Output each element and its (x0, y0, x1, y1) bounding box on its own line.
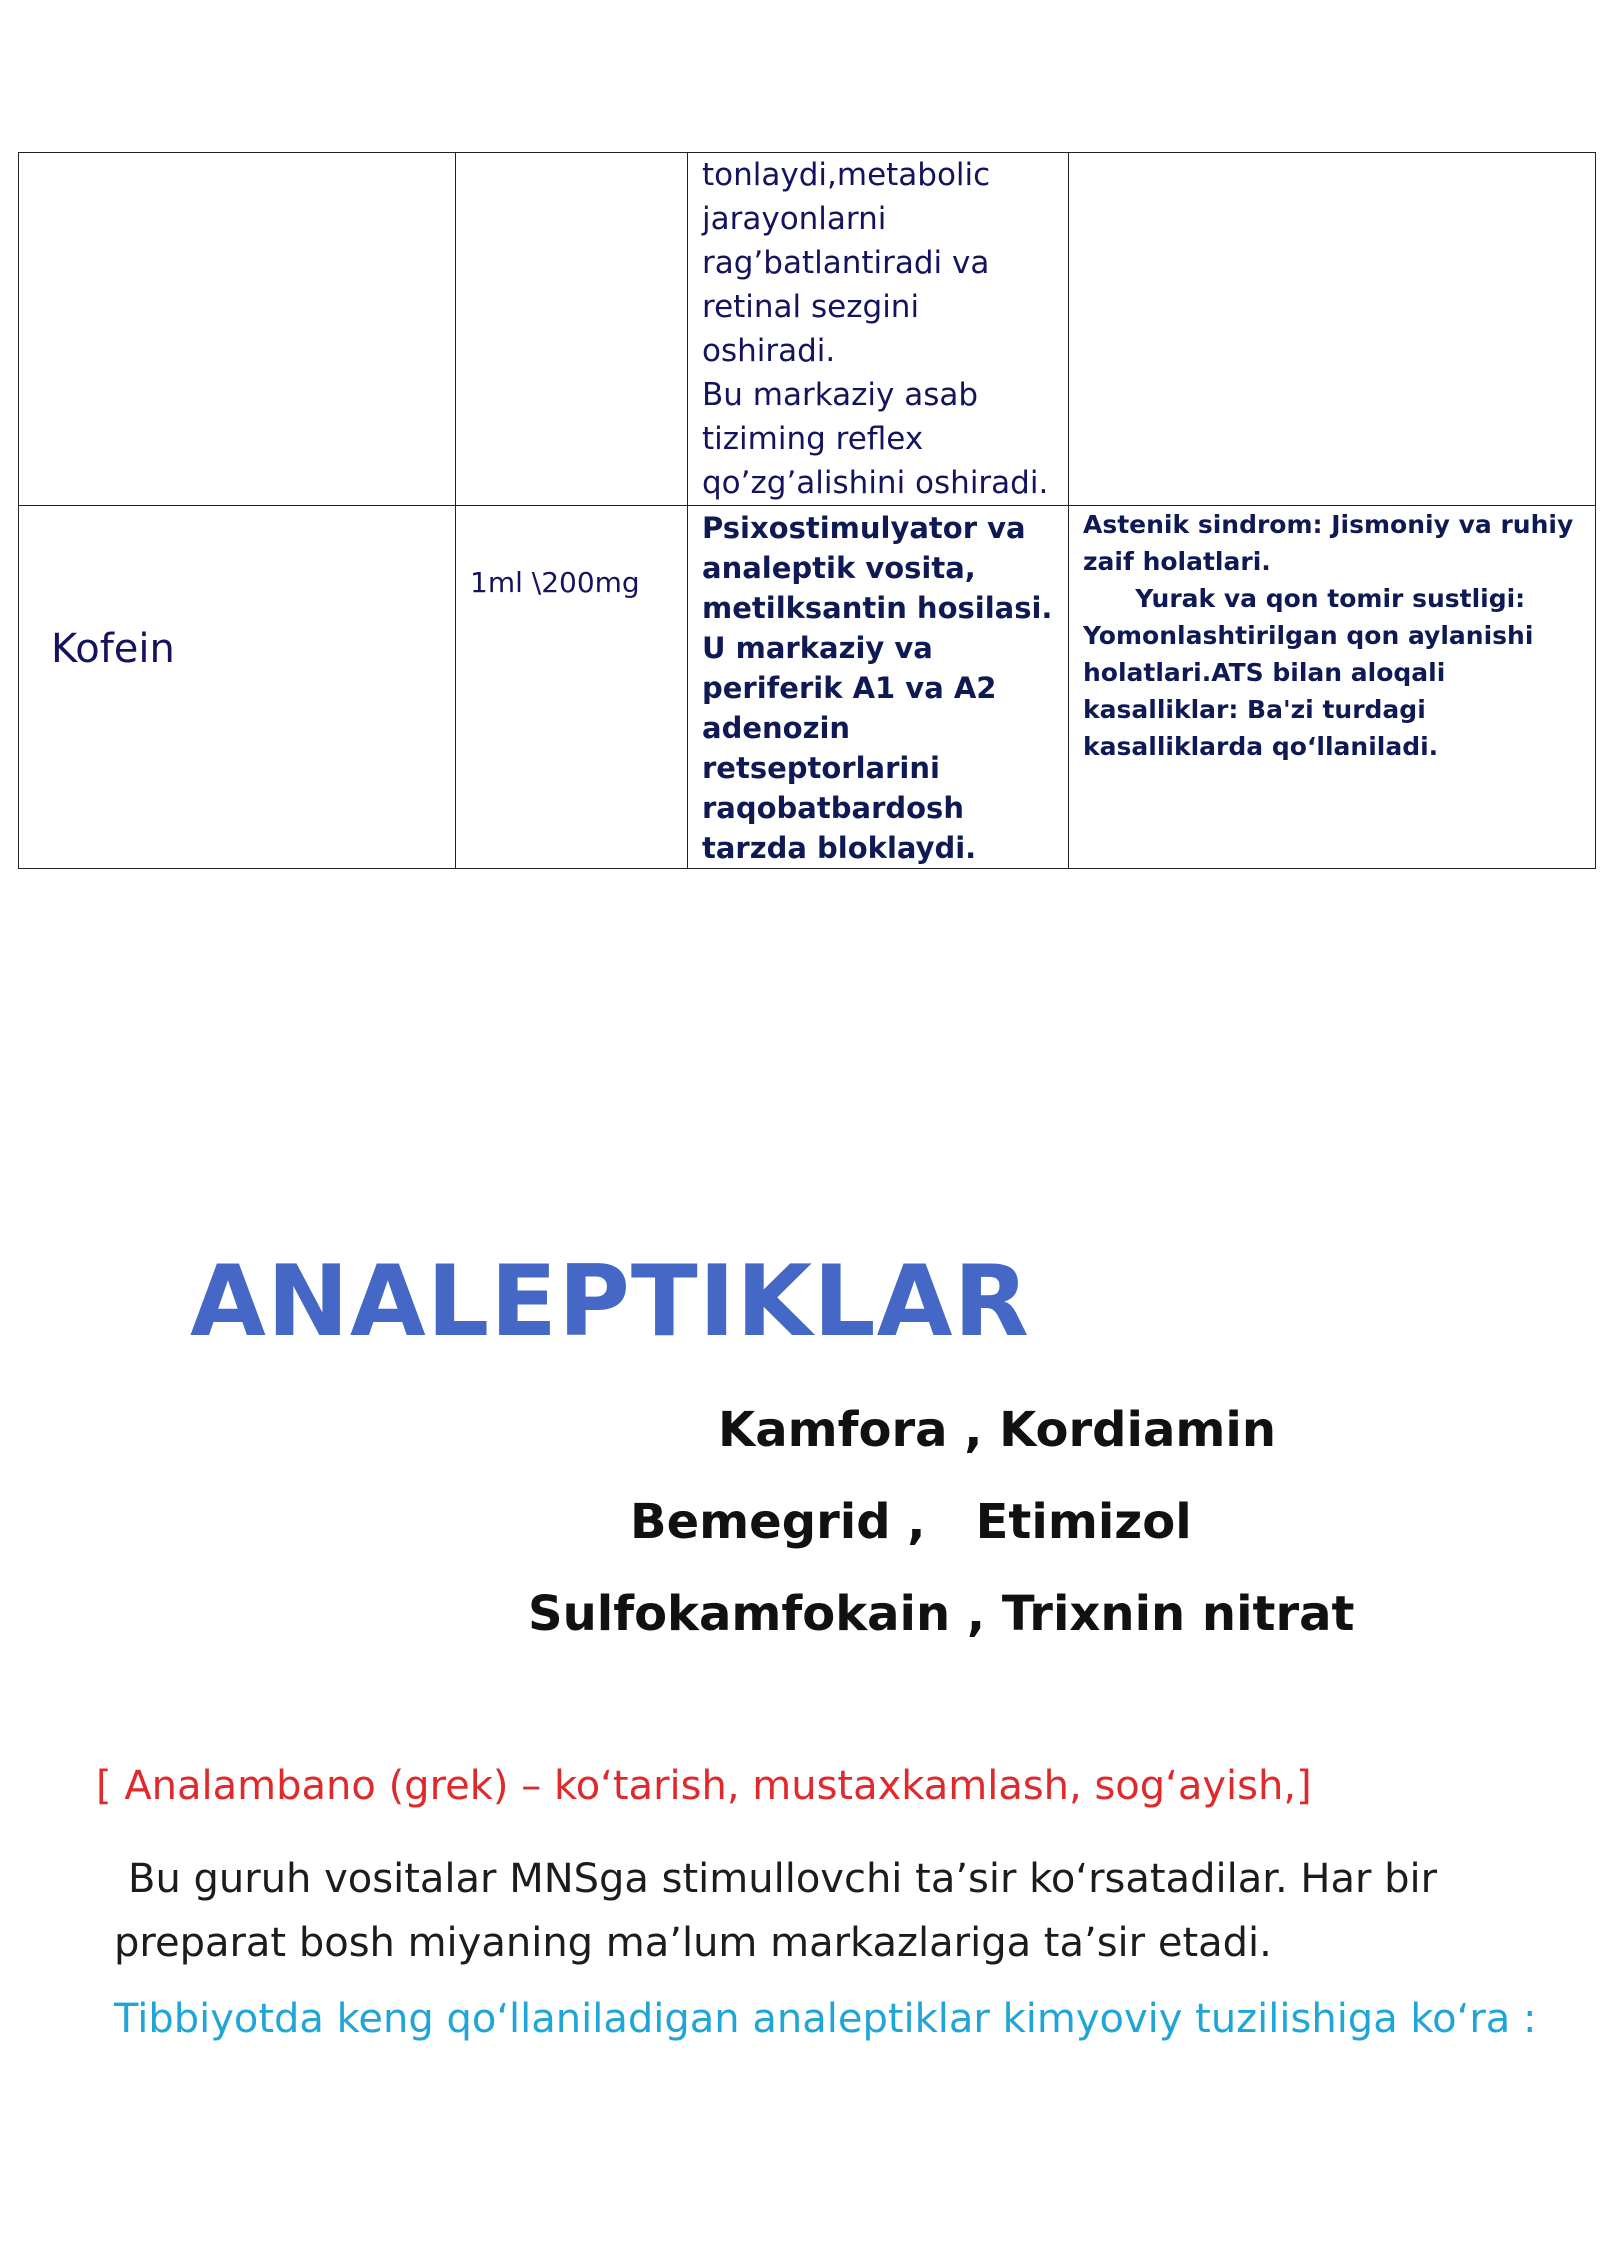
mechanism-line: tiziming reflex (702, 421, 924, 457)
drug-name-cell (19, 153, 456, 506)
mechanism-cell (688, 506, 1069, 869)
drug-list-line: Kamfora , Kordiamin (718, 1402, 1277, 1458)
dose-text: 1ml \200mg (470, 566, 640, 599)
mechanism-line: tonlaydi,metabolic (702, 157, 991, 193)
drug-list-line: Sulfokamfokain , Trixnin nitrat (528, 1586, 1355, 1642)
mechanism-cell (688, 153, 1069, 506)
drug-list-line: Bemegrid , Etimizol (630, 1494, 1192, 1550)
drug-name: Kofein (51, 626, 175, 672)
mechanism-line: qo’zg’alishini oshiradi. (702, 465, 1049, 501)
etymology-note: [ Analambano (grek) – ko‘tarish, mustaxkamlash, sog‘ayish,] (96, 1763, 1312, 1809)
body-paragraph: Bu guruh vositalar MNSga stimullovchi ta’sir ko‘rsatadilar. Har bir preparat bosh miyaning ma’lum markazlariga ta’sir etadi. (114, 1856, 1438, 1966)
mechanism-line: retinal sezgini oshiradi. (702, 289, 920, 369)
mechanism-line: rag’batlantiradi va (702, 245, 990, 281)
classification-heading: Tibbiyotda keng qo‘llaniladigan analeptiklar kimyoviy tuzilishiga ko‘ra : (114, 1996, 1537, 2042)
indications-text: Astenik sindrom: Jismoniy va ruhiy zaif holatlari. Yurak va qon tomir sustligi: Yomonlashtirilgan qon aylanishi holatlari.ATS bilan aloqali kasalliklar: Ba'zi turdagi kasalliklarda qo‘llaniladi. (1083, 510, 1574, 761)
mechanism-text: Psixostimulyator va analeptik vosita, metilksantin hosilasi. U markaziy va periferik A1 va A2 adenozin retseptorlarini raqobatbardosh tarzda bloklaydi. (702, 511, 1053, 865)
mechanism-text (702, 153, 1054, 505)
dose-cell (456, 506, 688, 869)
table-row (19, 153, 1596, 506)
drug-table (18, 152, 1596, 869)
drug-name-cell (19, 506, 456, 869)
dose-cell (456, 153, 688, 506)
table-row (19, 506, 1596, 869)
indications-cell (1069, 506, 1596, 869)
mechanism-line: Bu markaziy asab (702, 377, 979, 413)
section-title: ANALEPTIKLAR (190, 1245, 1030, 1359)
indications-cell (1069, 153, 1596, 506)
mechanism-line: jarayonlarni (702, 201, 887, 237)
